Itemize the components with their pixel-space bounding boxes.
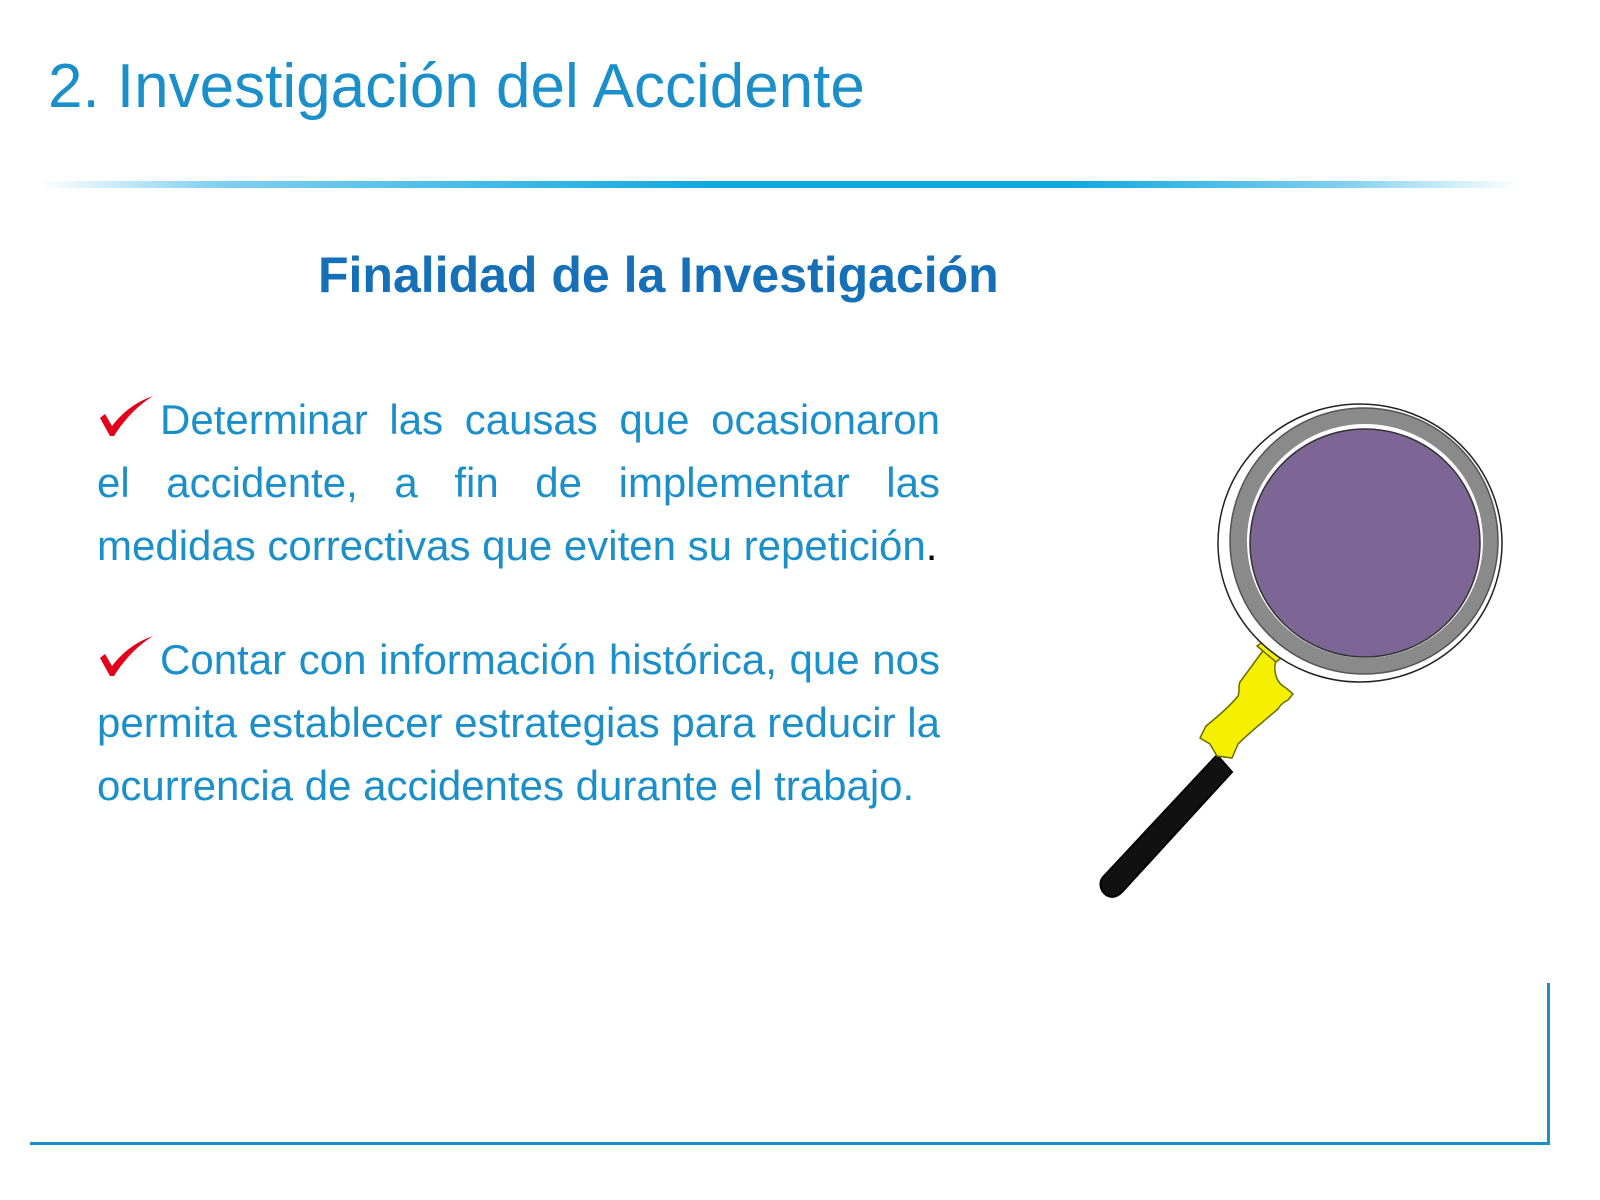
title-divider <box>40 181 1520 188</box>
list-item-period: . <box>925 522 938 569</box>
checkmark-icon <box>97 636 160 676</box>
list-item <box>97 628 940 817</box>
frame-border-right <box>1547 983 1550 1145</box>
frame-border-bottom <box>30 1142 1550 1145</box>
list-item-text: Determinar las causas que ocasionaron el accidente, a fin de implementar las medidas correctivas que eviten su repetición <box>97 396 940 569</box>
purpose-list <box>97 388 940 868</box>
checkmark-icon <box>97 396 160 436</box>
list-item-text: Contar con información histórica, que nos permita establecer estrategias para reducir la ocurrencia de accidentes durante el trabajo. <box>97 636 940 809</box>
slide-title: 2. Investigación del Accidente <box>48 52 865 121</box>
section-subtitle: Finalidad de la Investigación <box>318 247 999 303</box>
list-item <box>97 388 940 577</box>
magnifying-glass-illustration <box>1080 400 1510 910</box>
